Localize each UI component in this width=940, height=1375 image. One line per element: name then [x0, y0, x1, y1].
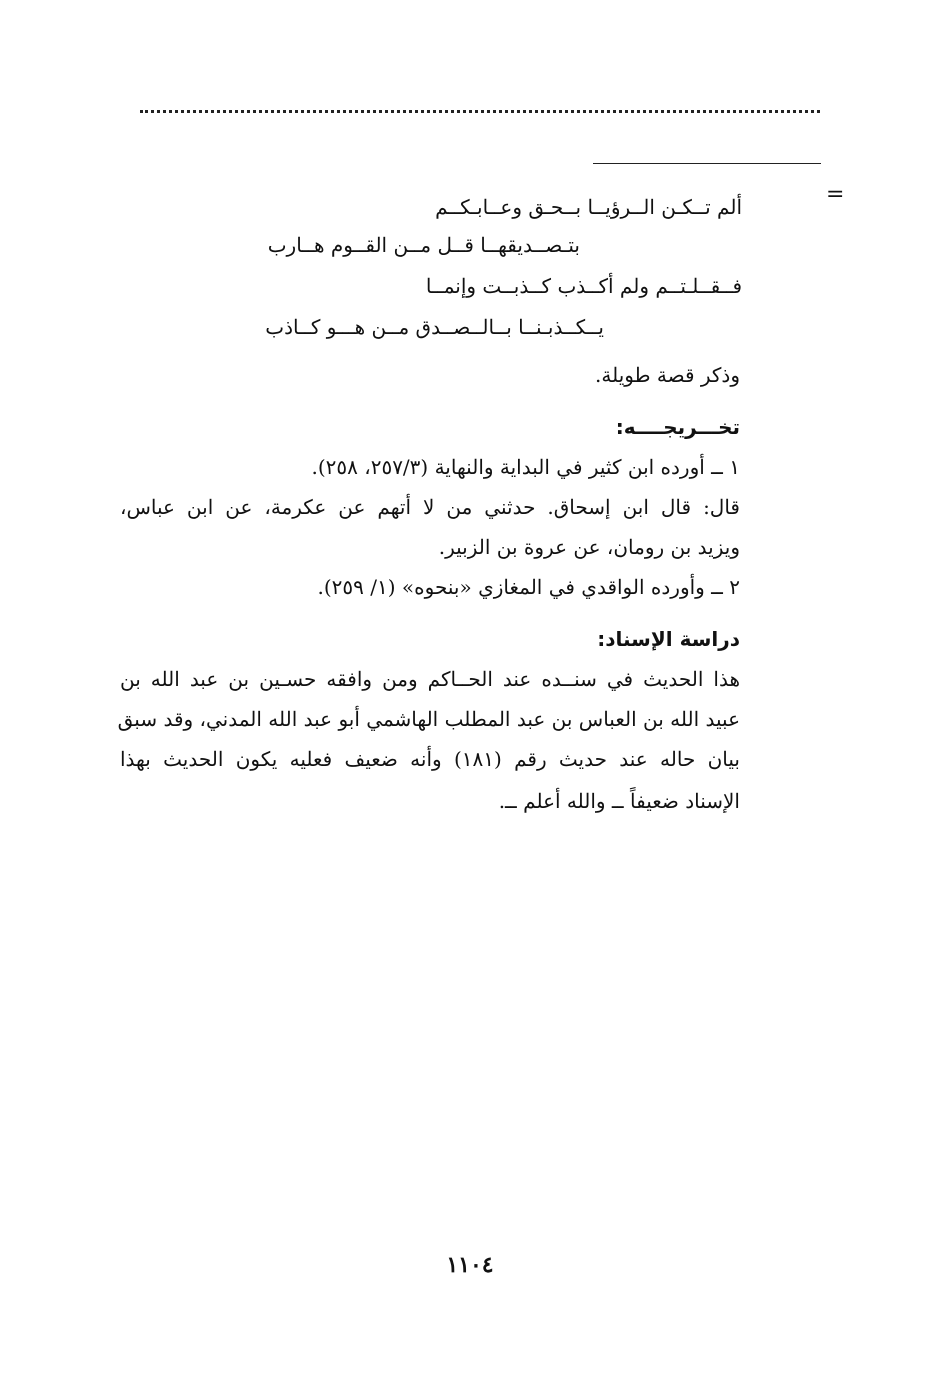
- isnad-line: عبيد الله بن العباس بن عبد المطلب الهاشمي أبو عبد الله المدني، وقد سبق: [117, 707, 740, 731]
- poem-verse-1-first-hemistich: ألم تــكـن الــرؤيــا بــحـق وعــابـكــم: [435, 195, 742, 219]
- poem-verse-1-second-hemistich: بتـصــديقهــا قــل مــن القــوم هــارب: [267, 233, 580, 257]
- poem-verse-2-second-hemistich: يــكــذبـنــا بــالــصــدق مــن هـــو كــاذب: [265, 315, 604, 339]
- footnote-rule: [593, 163, 821, 164]
- takhrij-line: ٢ ــ وأورده الواقدي في المغازي «بنحوه» (١/ ٢٥٩).: [317, 575, 740, 599]
- takhrij-heading: تخـــريجــــه:: [615, 415, 740, 439]
- takhrij-line: قال: قال ابن إسحاق. حدثني من لا أتهم عن عكرمة، عن ابن عباس،: [120, 495, 740, 519]
- isnad-line: بيان حاله عند حديث رقم (١٨١) وأنه ضعيف فعليه يكون الحديث بهذا: [120, 747, 740, 771]
- story-note: وذكر قصة طويلة.: [595, 363, 740, 387]
- continuation-mark: =: [826, 182, 845, 207]
- isnad-line: الإسناد ضعيفاً ــ والله أعلم ــ.: [498, 789, 740, 813]
- dotted-separator: [140, 110, 820, 113]
- page-number: ١١٠٤: [446, 1252, 494, 1278]
- takhrij-line: ١ ــ أورده ابن كثير في البداية والنهاية (٢٥٧/٣، ٢٥٨).: [311, 455, 740, 479]
- takhrij-line: ويزيد بن رومان، عن عروة بن الزبير.: [438, 535, 740, 559]
- isnad-line: هذا الحديث في سنــده عند الحــاكم ومن وافقه حسـين بن عبد الله بن: [120, 667, 740, 691]
- isnad-heading: دراسة الإسناد:: [597, 627, 740, 651]
- poem-verse-2-first-hemistich: فــقــلـتــم ولم أكــذب كــذبــت وإنمــا: [425, 274, 742, 298]
